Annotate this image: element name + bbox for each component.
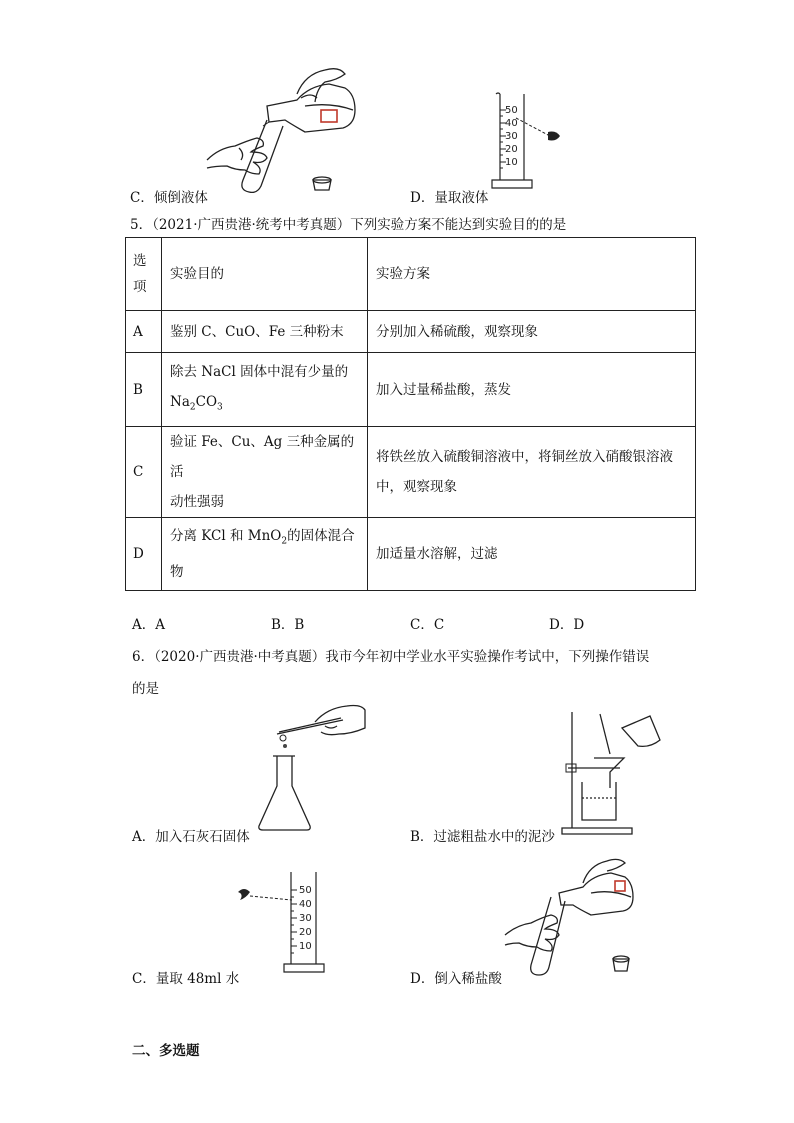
formula-na: Na bbox=[170, 393, 190, 410]
conical-flask-figure bbox=[255, 702, 367, 832]
table-header-row bbox=[126, 238, 696, 311]
cyl-tick-40: 40 bbox=[299, 899, 312, 910]
q6-option-d: D．倒入稀盐酸 bbox=[410, 971, 502, 987]
row-a-goal: 鉴别 C、CuO、Fe 三种粉末 bbox=[162, 311, 368, 353]
row-b-option: B bbox=[126, 353, 162, 427]
cyl-tick-10: 10 bbox=[299, 941, 312, 952]
formula-sub-2: 2 bbox=[189, 402, 196, 413]
row-c-option: C bbox=[126, 427, 162, 518]
table-row bbox=[126, 311, 696, 353]
cyl-tick-30: 30 bbox=[299, 913, 312, 924]
q5-stem: 5．（2021·广西贵港·统考中考真题）下列实验方案不能达到实验目的的是 bbox=[130, 217, 567, 233]
row-b-plan: 加入过量稀盐酸，蒸发 bbox=[368, 353, 696, 427]
row-d-goal-text-end: 的固体混合 bbox=[287, 528, 355, 545]
header-option-text: 选项 bbox=[133, 253, 147, 295]
row-d-option: D bbox=[126, 518, 162, 591]
q6-option-a: A．加入石灰石固体 bbox=[132, 829, 250, 845]
table-row bbox=[126, 518, 696, 591]
header-goal: 实验目的 bbox=[162, 238, 368, 311]
header-plan: 实验方案 bbox=[368, 238, 696, 311]
q6-option-b: B．过滤粗盐水中的泥沙 bbox=[410, 829, 555, 845]
table-row bbox=[126, 427, 696, 518]
q6-stem-line2: 的是 bbox=[132, 681, 159, 697]
section-title: 二、多选题 bbox=[132, 1043, 200, 1059]
row-b-goal-line2 bbox=[170, 387, 359, 423]
row-a-option: A bbox=[126, 311, 162, 353]
row-d-goal-text: 分离 KCl 和 MnO bbox=[170, 528, 282, 545]
measuring-cylinder-figure bbox=[490, 92, 570, 192]
q4-option-c: C．倾倒液体 bbox=[130, 190, 208, 206]
filtration-figure bbox=[560, 710, 664, 836]
row-c-goal-line1: 验证 Fe、Cu、Ag 三种金属的活 bbox=[170, 434, 355, 480]
q6-stem-line1: 6．（2020·广西贵港·中考真题）我市今年初中学业水平实验操作考试中，下列操作错误 bbox=[132, 649, 650, 665]
q5-answer-c[interactable]: C．C bbox=[410, 617, 445, 633]
formula-sub-3: 3 bbox=[217, 402, 223, 413]
formula-sub-2: 2 bbox=[281, 536, 288, 547]
q5-answer-a[interactable]: A．A bbox=[132, 617, 165, 633]
measuring-cylinder-figure bbox=[236, 870, 336, 976]
header-option bbox=[126, 238, 162, 311]
cyl-tick-50: 50 bbox=[505, 105, 518, 116]
row-b-goal bbox=[162, 353, 368, 427]
cyl-tick-50: 50 bbox=[299, 885, 312, 896]
row-d-goal-line1 bbox=[170, 521, 359, 557]
row-d-goal bbox=[162, 518, 368, 591]
row-a-plan: 分别加入稀硫酸，观察现象 bbox=[368, 311, 696, 353]
q4-option-d: D．量取液体 bbox=[410, 190, 489, 206]
table-row bbox=[126, 353, 696, 427]
cyl-tick-20: 20 bbox=[505, 144, 518, 155]
cyl-tick-20: 20 bbox=[299, 927, 312, 938]
formula-co: CO bbox=[195, 393, 218, 410]
row-c-plan bbox=[368, 427, 696, 518]
row-b-goal-line1: 除去 NaCl 固体中混有少量的 bbox=[170, 363, 349, 380]
pouring-acid-figure bbox=[503, 853, 637, 977]
q5-table bbox=[125, 237, 696, 591]
row-d-goal-line2: 物 bbox=[170, 563, 184, 580]
q6-option-c: C．量取 48ml 水 bbox=[132, 971, 240, 987]
cyl-tick-10: 10 bbox=[505, 157, 518, 168]
q5-answer-d[interactable]: D．D bbox=[549, 617, 585, 633]
pouring-liquid-figure bbox=[205, 62, 365, 194]
q5-answer-b[interactable]: B．B bbox=[271, 617, 305, 633]
row-c-plan-line2: 中，观察现象 bbox=[376, 479, 457, 495]
cyl-tick-40: 40 bbox=[505, 118, 518, 129]
row-d-plan: 加适量水溶解，过滤 bbox=[368, 518, 696, 591]
row-c-plan-line1: 将铁丝放入硫酸铜溶液中，将铜丝放入硝酸银溶液 bbox=[376, 449, 673, 465]
row-c-goal bbox=[162, 427, 368, 518]
cyl-tick-30: 30 bbox=[505, 131, 518, 142]
row-c-goal-line2: 动性强弱 bbox=[170, 494, 224, 510]
